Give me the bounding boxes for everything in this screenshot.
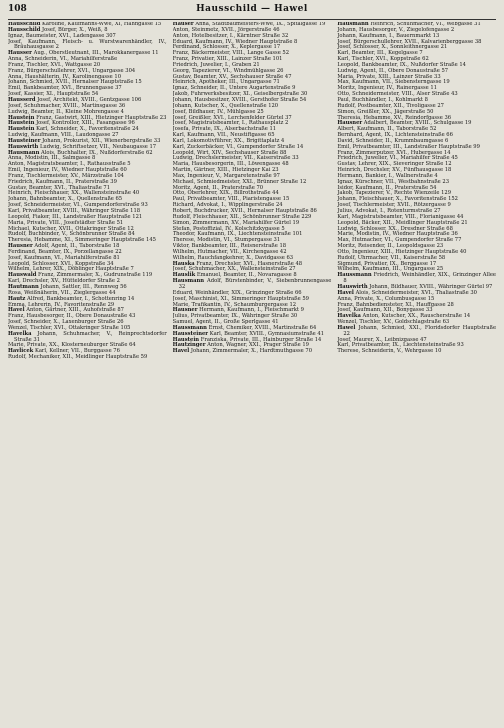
entry-details: Leopold, Bankbeamter, IX., Nußdorfer Straße 14: [337, 61, 466, 68]
entry-details: Friedrich, Juwelier, VI., Mariahilfer Straße 45: [337, 155, 458, 162]
entry-details: Karl, Kaufmann, VII., Neustiftgasse 65: [172, 132, 275, 139]
entry-surname: Hawel: [337, 324, 356, 331]
entry-details: Franz, Privatier, XIII., Lainzer Straße 101: [172, 56, 283, 63]
entry-details: Gustav, Lehrer, XIX., Sieveringer Straße 12: [337, 161, 452, 168]
entry-details: Alois, Buchhalter, IX., Nußdorferstraße 62: [41, 149, 153, 156]
entry-details: Anton, Hotelbesitzer, I., Kärntner Straße 32: [172, 32, 289, 39]
entry-details: Anton, Wagner, XXI., Prager Straße 19: [207, 342, 309, 349]
entry-details: Marie, Trafikantin, IV., Schaumburgergasse 12: [172, 301, 297, 308]
entry-details: Paul, Buchhändler, I., Kohlmarkt 8: [337, 96, 428, 103]
entry-details: Josef, Kaufmann, Fleisch- u. Wurstwarenhändler, IV., Bräuhausgasse 2: [8, 38, 167, 51]
entry-details: Leopold, Bäcker, XII., Meidlinger Hauptstraße 21: [337, 219, 468, 226]
entry-details: Robert, Buchdrucker, XVII., Hernalser Hauptstraße 86: [172, 208, 317, 214]
entry-details: Heinrich, Apotheker, III., Ungargasse 71: [172, 79, 280, 86]
entry-surname: Hauslik: [172, 272, 196, 279]
column-middle: [173, 22, 332, 724]
entry-details: Franz, Tischlermeister, XV., Märzstraße 104: [8, 172, 124, 179]
entry-details: Richard, Advokat, I., Wipplingerstraße 24: [172, 202, 283, 209]
entry-details: Ludwig, Schriftsetzer, VII., Neubaugasse 17: [39, 143, 157, 150]
entry-details: Johann, Kutscher, X., Quellenstraße 120: [172, 102, 279, 109]
entry-details: Wilhelm, Rauchfangkehrer, X., Davidgasse 63: [172, 254, 294, 261]
entry-surname: Hausteiner: [8, 137, 41, 144]
entry-details: Franz, Bürgerschullehrer, XVI., Ungargasse 304: [8, 67, 136, 74]
entry-details: Theresia, Hebamme, XV., Reindorfgasse 36: [337, 114, 452, 121]
entry-surname: Havelka: [337, 313, 361, 320]
entry-details: Simon, Greißler, XX., Jägerstraße 50: [337, 108, 434, 115]
entry-details: Anna, Stadtbaumeisters-Wwe, IX., Spitalgasse 19: [195, 22, 326, 27]
entry-surname: Havel: [172, 348, 190, 355]
entry-details: Rudolf, Uhrmacher, VII., Kaiserstraße 58: [337, 254, 446, 261]
entry-surname: Haussteiner: [172, 330, 209, 337]
entry-details: Franz, Bahnbediensteter, XI., Hauffgasse 28: [337, 301, 454, 308]
entry-details: Josef, Schlosser, X., Sonnleithnergasse 21: [337, 44, 448, 51]
entry-surname: Havel: [8, 307, 25, 314]
entry-details: Martin, Gärtner, XIII., Hietzinger Kai 23: [172, 167, 279, 174]
entry-details: Johann, Schuhmacher, V., Reinprechtsdorfer Straße 31: [14, 330, 167, 343]
entry-details: Ferdinand, Schlosser, X., Keplergasse 17: [172, 44, 281, 51]
entry-details: Viktor, Bankbeamter, III., Reisnerstraße 18: [172, 243, 287, 250]
entry-details: Stefan, Postoffizial, IV., Kolschitzkygasse 5: [172, 225, 285, 232]
entry-details: Hermann, Bankier, I., Wallnerstraße 4: [337, 172, 438, 179]
entry-surname: Hausser: [8, 50, 32, 57]
entry-details: Wenzel, Tischler, XV., Goldschlagstraße 63: [337, 319, 450, 326]
entry-surname: Haustein: [8, 114, 35, 121]
entry-details: Josef, Bildhauer, IV., Mühlgasse 25: [172, 108, 264, 115]
entry-details: Maria, Private, VIII., Josefstädter Straße 51: [8, 219, 124, 226]
entry-details: Jakob, Fuhrwerksbesitzer, XI., Geiselbergstraße 30: [172, 91, 308, 98]
entry-details: Johann, Bildhauer, XVIII., Währinger Gürtel 97: [369, 283, 493, 290]
entry-surname: Havlicek: [8, 348, 34, 355]
entry-details: Josef, Maurer, X., Leibnizgasse 47: [337, 336, 427, 343]
entry-details: Rudolf, Mechaniker, XII., Meidlinger Hauptstraße 59: [8, 354, 148, 361]
entry-details: Otto, Ingenieur, XIII., Hietzinger Hauptstraße 40: [337, 248, 467, 255]
entry-details: Alfred, Bankbeamter, I., Schottenring 14: [27, 295, 135, 302]
entry-details: Ernst, Chemiker, XVIII., Martinstraße 64: [208, 324, 317, 331]
entry-details: Josefa, Private, IX., Alserbachstraße 11: [172, 126, 277, 133]
entry-details: Friedrich, Juwelier, I., Graben 21: [172, 61, 260, 68]
entry-details: Josef, Bürger, X., Weiß, 8: [42, 26, 108, 33]
entry-surname: Hausschild: [8, 22, 41, 27]
entry-details: Marie, Private, XX., Klosterneuburger Straße 64: [8, 342, 136, 349]
entry-surname: Hausner: [172, 307, 198, 314]
entry-details: Johann, Prokurist, XII., Wienerbergstraße 33: [42, 137, 161, 144]
entry-details: Franz, Hausbesorger, II., Obere Donaustraße 43: [8, 313, 136, 320]
entry-details: Theodor, Kaufmann, IX., Liechtensteinstraße 101: [172, 231, 303, 238]
entry-details: Josef, Kassier, XI., Hauptstraße 54: [8, 91, 99, 98]
entry-details: Ludwig, Beamter, II., Kleine Mohrengasse 4: [8, 108, 124, 115]
entry-details: David, Schneider, II., Krummbaumgasse 6: [337, 137, 449, 144]
entry-details: Anna, Schneiderin, VI., Mariahilferstraße: [8, 56, 118, 63]
entry-details: Michael, Kutscher, XVII., Ottakringer Straße 12: [8, 225, 134, 232]
entry-surname: Hausserd: [8, 96, 36, 103]
entry-details: Anna, Haushälterin, IV., Karolinengasse 10: [8, 73, 121, 80]
entry-details: Karl, Drechsler, XV., Hütteldorfer Straße 2: [8, 278, 120, 285]
entry-surname: Hautmann: [8, 283, 39, 290]
entry-details: Emil, Ingenieur, IV., Wiedner Hauptstraße 60: [8, 167, 127, 174]
entry-details: Therese, Modistin, VI., Stumpergasse 31: [172, 237, 281, 244]
entry-details: Max, Kaufmann, VII., Siebensterngasse 19: [337, 79, 450, 86]
entry-details: Georg, Tapezierer, VI., Windmühlgasse 26: [172, 67, 284, 74]
entry-details: Karl, Tischler, XVI., Koppstraße 62: [337, 56, 429, 63]
entry-details: Adolf, Bürstenbinder, V., Siebenbrunnengasse 32: [178, 278, 332, 290]
entry-details: Rudolf, Fleischhauer, XII., Schönbrunner Straße 229: [172, 213, 312, 220]
directory-columns: [8, 22, 496, 724]
entry-details: Friedrich, Weinhändler, XIX., Grinzinger Allee 8: [343, 272, 496, 285]
entry-details: Ferdinand, Beamter, IX., Porzellangasse 22: [8, 248, 122, 255]
entry-surname: Hausschild: [8, 26, 41, 33]
entry-details: Johann, Schmied, XXI., Floridsdorfer Hauptstraße 22: [343, 324, 497, 337]
entry-details: Franz, Drechsler, XVI., Hasnerstraße 48: [196, 260, 303, 267]
entry-details: Adalbert, Beamter, XVIII., Schulgasse 19: [363, 120, 472, 127]
entry-details: Karl, Privatbeamter, XVIII., Währinger Straße 118: [8, 208, 141, 214]
entry-details: Josef, Schneidermeister, VI., Gumpendorferstraße 93: [8, 202, 148, 209]
entry-details: Moritz, Ingenieur, IV., Rainergasse 11: [337, 85, 437, 92]
entry-details: Hermann, Kaufmann, I., Fleischmarkt 9: [199, 307, 304, 314]
entry-details: Rudolf, Buchbinder, V., Schönbrunner Straße 84: [8, 231, 135, 238]
entry-details: Wilhelm, Kaufmann, III., Ungargasse 25: [337, 266, 444, 273]
entry-details: Josef, Kaufmann, VI., Mariahilferstraße 81: [8, 254, 120, 261]
entry-details: Jakob, Tapezierer, V., Rechte Wienzeile 129: [337, 190, 452, 197]
entry-details: Emil, Bankbeamter, XVI., Brunnengasse 37: [8, 85, 122, 92]
entry-surname: Hauser: [172, 22, 194, 27]
entry-details: Eduard, Kaufmann, IV., Wiedner Hauptstraße 8: [172, 38, 298, 45]
entry-details: Moritz, Agent, II., Praterstraße 70: [172, 184, 264, 191]
entry-surname: Hausmann: [172, 278, 205, 285]
entry-details: Johann, Fleischhauer, X., Favoritenstraße 152: [337, 196, 458, 203]
entry-surname: Havelka: [8, 330, 32, 337]
entry-details: Karl, Schneider, X., Favoritenstraße 24: [36, 126, 139, 133]
page-header: [8, 4, 496, 18]
entry-details: Rudolf, Postbeamter, XII., Tivoligasse 27: [337, 102, 444, 109]
entry-details: Anton, Magistratsbeamter, I., Rathausstraße 5: [8, 161, 131, 168]
entry-details: Emanuel, Beamter, II., Novaragasse 8: [196, 272, 297, 279]
entry-details: Anton, Steinmetz, XVII., Jörgerstraße 46: [172, 26, 280, 33]
entry-details: Alois, Schneidermeister, XVI., Thaliastraße 30: [355, 289, 477, 296]
entry-details: Heinrich, Drechsler, XV., Fünfhausgasse 18: [337, 167, 452, 174]
entry-details: Anton, Gärtner, XIII., Auhofstraße 87: [26, 307, 124, 314]
entry-details: Johann, Schmied, XVII., Hernalser Hauptstraße 15: [8, 79, 142, 86]
directory-entry: [173, 349, 332, 355]
entry-details: Maria, Private, XIII., Lainzer Straße 33: [337, 73, 441, 80]
entry-details: Paul, Privatbeamter, VIII., Piaristengasse 15: [172, 196, 290, 203]
entry-details: Ludwig, Drechslermeister, VII., Kaiserstraße 33: [172, 155, 299, 162]
entry-details: Josef, Kaufmann, XII., Bonygasse 33: [337, 307, 433, 314]
entry-details: Karl, Beamter, XVIII., Gymnasiumstraße 41: [209, 330, 324, 337]
entry-surname: Hauswirth: [8, 143, 39, 150]
entry-details: Ludwig, Kaufmann, VIII., Laudongasse 27: [8, 132, 119, 139]
entry-details: Gustav, Beamter, XV., Sechshauser Straße 47: [172, 73, 292, 80]
entry-details: Anton, Kutscher, XX., Rauscherstraße 14: [362, 313, 471, 320]
entry-surname: Haussmann: [337, 272, 372, 279]
entry-details: Theresia, Hebamme, XI., Simmeringer Hauptstraße 145: [8, 237, 156, 244]
entry-details: Karl, Magistratsbeamter, VIII., Florianigasse 44: [337, 213, 464, 220]
entry-details: Johann, Zimmermaler, X., Hardtmuthgasse 70: [190, 348, 312, 355]
entry-details: Bernhard, Agent, IX., Lichtensteinstraße 66: [337, 132, 453, 139]
entry-surname: Hausner: [8, 243, 33, 250]
entry-details: Josef, Magistratsbeamter, I., Rathausplatz 2: [172, 120, 289, 127]
entry-details: Franz, Bäckermeister, VIII., Lange Gasse 52: [172, 50, 290, 57]
entry-details: Simon, Zimmermann, XV., Mariahilfer Gürtel 19: [172, 219, 300, 226]
entry-details: Leopold, Fiaker, III., Landstraßer Hauptstraße 121: [8, 213, 143, 220]
entry-details: Emil, Privatbeamter, III., Landstraßer Hauptstraße 99: [337, 143, 480, 150]
entry-surname: Hauska: [172, 260, 195, 267]
entry-details: Emma, Lehrerin, IV., Favoritenstraße 29: [8, 301, 115, 308]
entry-details: Wilhelm, Hutmacher, VII., Kirchengasse 42: [172, 248, 287, 255]
entry-details: Josef, Schuhmacher, XVIII., Martinsgasse 36: [8, 102, 126, 109]
directory-entry: [337, 349, 496, 355]
entry-details: Johann, Sattler, III., Rennweg 56: [40, 283, 127, 290]
entry-details: Franziska, Private, III., Hainburger Straße 14: [200, 336, 322, 343]
column-left: [8, 22, 167, 724]
entry-details: Ludwig, Agent, II., Obere Donaustraße 57: [337, 67, 449, 74]
entry-details: Samuel, Agent, II., Große Sperlgasse 41: [172, 319, 279, 326]
entry-details: Rosa, Weißnäherin, VII., Zieglergasse 44: [8, 289, 116, 296]
entry-details: Aug., Oberstleutnant, III., Marokkanergasse 11: [33, 50, 159, 57]
entry-details: Heinrich, Fleischhauer, XX., Wallensteinstraße 40: [8, 190, 140, 197]
entry-details: Max, Hutmacher, VI., Gumpendorfer Straße 77: [337, 237, 462, 244]
entry-details: Josef, Architekt, XVIII., Gentzgasse 106: [37, 96, 142, 103]
entry-surname: Haustein: [8, 126, 35, 133]
entry-surname: Hautzinger: [172, 342, 206, 349]
entry-details: Franz, Gastwirt, XIII., Hietzinger Hauptstraße 23: [36, 114, 167, 121]
entry-surname: Haustein: [8, 120, 35, 127]
entry-details: Albert, Kaufmann, II., Taborstraße 52: [337, 126, 437, 133]
entry-details: Maria, Hausbesorgerin, III., Löwengasse 48: [172, 161, 289, 168]
entry-details: Adolf, Agent, II., Taborstraße 18: [34, 243, 120, 250]
entry-details: Karl, Zuckerbäcker, VI., Gumpendorfer Straße 14: [172, 143, 304, 150]
directory-entry: [8, 355, 167, 361]
entry-details: Karl, Lokomotivführer, XX., Brigittaplatz 4: [172, 137, 285, 144]
entry-details: Wenzel, Tischler, XVI., Ottakringer Straße 105: [8, 324, 131, 331]
entry-details: Johann, Hausbesitzer, XVIII., Gersthofer Straße 54: [172, 96, 307, 103]
entry-details: Max, Ingenieur, V., Margaretenstraße 97: [172, 172, 280, 179]
entry-details: Marie, Modistin, IV., Wiedner Hauptstraße 36: [337, 231, 458, 238]
entry-details: Johann, Kaufmann, I., Bauernmarkt 13: [337, 32, 440, 39]
entry-details: Josef, Kontrollor, XIII., Fasangasse 96: [36, 120, 135, 127]
entry-surname: Havel: [337, 289, 354, 296]
entry-details: Franz, Zimmermaler, X., Gudrunstraße 119: [38, 272, 153, 279]
entry-details: Friedrich, Kaufmann, II., Praterstraße 39: [8, 178, 117, 185]
entry-details: Heinrich, Schuhmacher, VI., Webgasse 31: [370, 22, 481, 27]
entry-details: Julius, Advokat, I., Rotenturmstraße 27: [337, 208, 441, 214]
entry-details: Leopold, Wirt, XIV., Sechshauser Straße 88: [172, 149, 287, 156]
entry-details: Karl, Kellner, VII., Burggasse 76: [34, 348, 120, 355]
column-right: [337, 22, 496, 724]
entry-details: Josef, Tischlermeister, XVII., Rötzergasse 9: [337, 202, 451, 209]
entry-details: Johann, Bahnbeamter, X., Quellenstraße 65: [8, 196, 123, 203]
entry-surname: Hauswald: [8, 272, 37, 279]
page-number: 108: [8, 4, 27, 14]
entry-details: Ignaz, Schneider, II., Untere Augartenstraße 9: [172, 85, 296, 92]
entry-details: Josef, Maschinist, XI., Simmeringer Hauptstraße 59: [172, 295, 309, 302]
entry-details: Josef, Schuhmacher, XX., Wallensteinstraße 27: [172, 266, 296, 273]
entry-details: Gustav, Beamter, XVI., Thaliastraße 71: [8, 184, 111, 191]
entry-surname: Hausmann: [337, 22, 369, 27]
entry-details: Franz, Zimmerputzer, XVI., Hubergasse 14: [337, 149, 451, 156]
header-rule: [8, 19, 496, 20]
entry-details: Josef, Bürgerschullehrer, XVII., Kalvarienberggasse 38: [337, 38, 482, 45]
entry-details: Wilhelm, Lehrer, XIX., Döblinger Hauptstraße 7: [8, 266, 134, 273]
entry-surname: Hausmann: [8, 149, 40, 156]
entry-details: Josef, Greißler, XVI., Lerchenfelder Gürtel 37: [172, 114, 292, 121]
entry-details: Michael, Schmiedmeister, XXI., Brünner Straße 12: [172, 178, 307, 185]
entry-details: Otto, Oberlehrer, XIX., Billrothstraße 44: [172, 190, 279, 197]
entry-details: Josef, Schneider, X., Laxenburger Straße 26: [8, 319, 124, 326]
entry-details: Franz, Tischler, XVI., Wattgasse 20: [8, 61, 101, 68]
entry-surname: Hausner: [337, 120, 363, 127]
entry-surname: Haustein: [172, 336, 200, 343]
entry-surname: Haussmann: [172, 324, 207, 331]
entry-details: Ludwig, Schlosser, XX., Dresdner Straße 68: [337, 225, 453, 232]
entry-details: Leopold, Schlosser, XVI., Koppstraße 34: [8, 260, 114, 267]
entry-surname: Hautz: [8, 295, 26, 302]
entry-details: Karl, Beamter, III., Kegelgasse 7: [337, 50, 423, 57]
entry-details: Therese, Schneiderin, V., Wehrgasse 10: [337, 348, 442, 355]
entry-details: Sigmund, Privatier, IX., Berggasse 17: [337, 260, 437, 267]
entry-details: Johann, Hausbesorger, V., Ziegelofengasse 2: [337, 26, 455, 33]
entry-surname: Hauswirth: [337, 283, 368, 290]
page-running-title: Hausschild — Hawel: [196, 4, 308, 14]
entry-details: Otto, Schneidermeister, VIII., Alser Straße 43: [337, 91, 458, 98]
entry-details: Karoline, Kaufmanns-Wwe, XI, Hahngasse 15: [42, 22, 162, 27]
entry-details: Anna, Modistin, III., Salmgasse 8: [8, 155, 96, 162]
entry-details: Ignaz, Kürschner, VII., Westbahnstraße 23: [337, 178, 450, 185]
entry-details: Julius, Privatbeamter, IX., Währinger Straße 30: [172, 313, 298, 320]
entry-details: Eduard, Weinhändler, XIX., Grinzinger Straße 66: [172, 289, 302, 296]
entry-details: Anna, Private, X., Columbusgasse 15: [337, 295, 435, 302]
entry-details: Isidor, Kaufmann, II., Praterstraße 54: [337, 184, 437, 191]
entry-details: Karl, Privatbeamter, IX., Liechtensteinstraße 93: [337, 342, 464, 349]
entry-details: Moritz, Reisender, II., Leopoldsgasse 23: [337, 243, 444, 250]
entry-details: Ignaz, Baumeister, XVI., Ladengasse 307: [8, 32, 116, 39]
